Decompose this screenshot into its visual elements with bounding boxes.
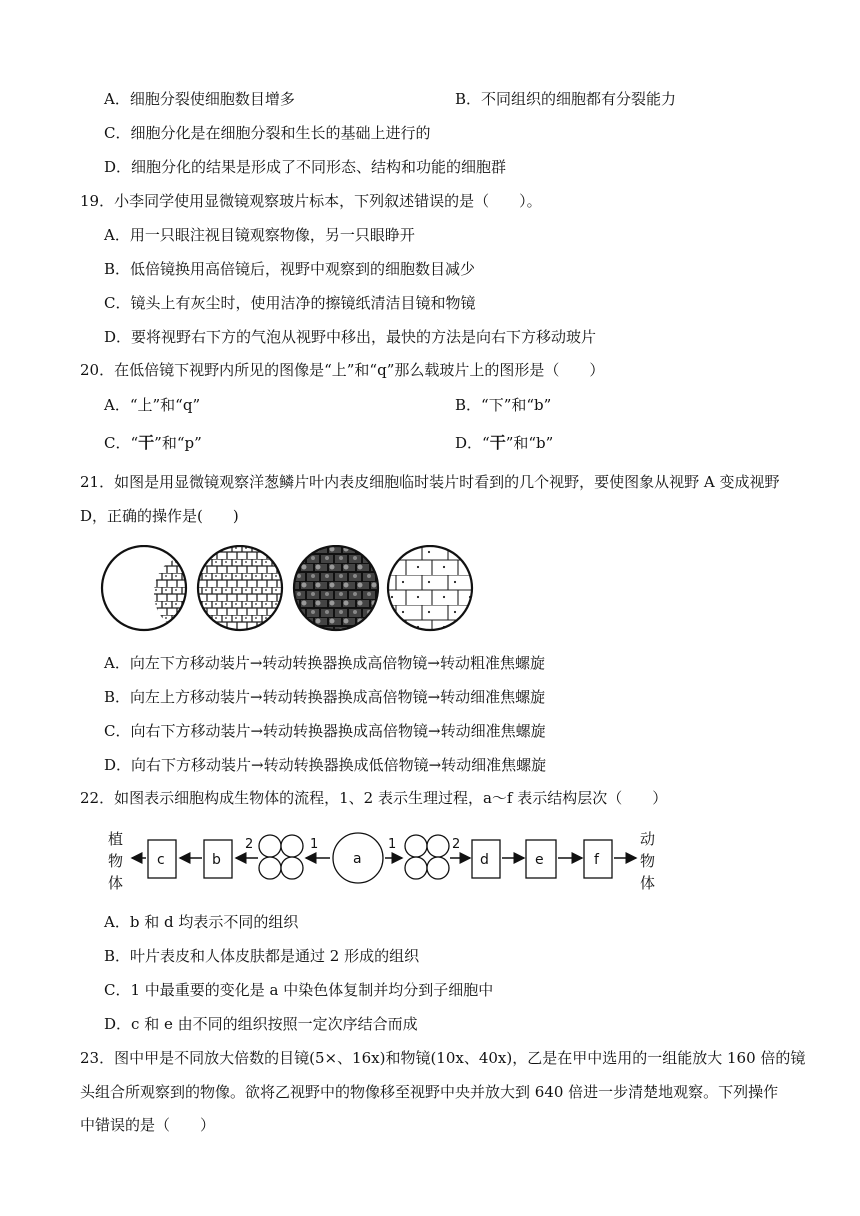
q21-option-d: D．向右下方移动装片→转动转换器换成低倍物镜→转动细准焦螺旋: [104, 756, 547, 774]
q19-option-a: A．用一只眼注视目镜观察物像，另一只眼睁开: [104, 226, 415, 244]
q20-option-d-prefix: D．“: [455, 434, 490, 452]
q23-stem-line2: 头组合所观察到的物像。欲将乙视野中的物像移至视野中央并放大到 640 倍进一步清楚地观察。下列操作: [80, 1083, 779, 1101]
q21-option-b: B．向左上方移动装片→转动转换器换成高倍物镜→转动细准焦螺旋: [104, 688, 546, 706]
q19-stem: 19．小李同学使用显微镜观察玻片标本，下列叙述错误的是（ ）。: [80, 192, 542, 210]
box-e-label: e: [535, 852, 544, 868]
field-a: [100, 545, 206, 635]
process-label-left-2: 2: [245, 837, 254, 852]
process-label-right-1: 1: [388, 837, 397, 852]
q22-option-c: C．1 中最重要的变化是 a 中染色体复制并均分到子细胞中: [104, 981, 494, 999]
q20-option-d: [455, 433, 553, 453]
cell-flow-diagram: [100, 826, 670, 900]
q20-option-d-glyph: 干: [489, 433, 506, 452]
q18-option-d: D．细胞分化的结果是形成了不同形态、结构和功能的细胞群: [104, 158, 507, 176]
box-f-label: f: [594, 852, 599, 868]
animal-label-1: 动: [640, 830, 656, 848]
animal-label-2: 物: [640, 852, 656, 870]
q19-option-b: B．低倍镜换用高倍镜后，视野中观察到的细胞数目减少: [104, 260, 476, 278]
q21-option-a: A．向左下方移动装片→转动转换器换成高倍物镜→转动粗准焦螺旋: [104, 654, 545, 672]
q20-option-b: B．“下”和“b”: [455, 396, 552, 414]
q21-stem-line2: D，正确的操作是( ): [80, 507, 239, 525]
q21-option-c: C．向右下方移动装片→转动转换器换成高倍物镜→转动细准焦螺旋: [104, 722, 546, 740]
animal-label-3: 体: [640, 874, 656, 892]
q23-stem-line3: 中错误的是（ ）: [80, 1116, 216, 1134]
q22-option-d: D．c 和 e 由不同的组织按照一定次序结合而成: [104, 1015, 418, 1033]
q18-option-a: A．细胞分裂使细胞数目增多: [104, 90, 295, 108]
microscope-fields-figure: [100, 545, 480, 635]
q19-option-c: C．镜头上有灰尘时，使用洁净的擦镜纸清洁目镜和物镜: [104, 294, 476, 312]
plant-label-3: 体: [108, 874, 124, 892]
box-b-label: b: [212, 852, 221, 868]
q20-option-c: [104, 433, 202, 453]
q20-option-c-suffix: ”和“p”: [154, 434, 202, 452]
q22-option-a: A．b 和 d 均表示不同的组织: [104, 913, 299, 931]
q18-option-b: B．不同组织的细胞都有分裂能力: [455, 90, 677, 108]
q22-option-b: B．叶片表皮和人体皮肤都是通过 2 形成的组织: [104, 947, 420, 965]
q22-stem: 22．如图表示细胞构成生物体的流程，1、2 表示生理过程，a～f 表示结构层次（ ）: [80, 789, 668, 807]
q20-option-c-glyph: 干: [138, 433, 155, 452]
q20-option-c-prefix: C．“: [104, 434, 139, 452]
box-d-label: d: [480, 852, 489, 868]
q19-option-d: D．要将视野右下方的气泡从视野中移出，最快的方法是向右下方移动玻片: [104, 328, 597, 346]
q20-option-d-suffix: ”和“b”: [505, 434, 554, 452]
q18-option-c: C．细胞分化是在细胞分裂和生长的基础上进行的: [104, 124, 431, 142]
q21-stem-line1: 21．如图是用显微镜观察洋葱鳞片叶内表皮细胞临时装片时看到的几个视野，要使图象从视野 A 变成视野: [80, 473, 780, 491]
plant-label-1: 植: [108, 830, 124, 848]
cell-a-label: a: [353, 851, 362, 867]
process-label-right-2: 2: [452, 837, 461, 852]
box-c-label: c: [157, 852, 165, 868]
plant-label-2: 物: [108, 852, 124, 870]
q20-stem: 20．在低倍镜下视野内所见的图像是“上”和“q”那么载玻片上的图形是（ ）: [80, 361, 605, 379]
process-label-left-1: 1: [310, 837, 319, 852]
q20-option-a: A．“上”和“q”: [104, 396, 201, 414]
q23-stem-line1: 23．图中甲是不同放大倍数的目镜(5×、16x)和物镜(10x、40x)，乙是在甲中选用的一组能放大 160 倍的镜: [80, 1049, 806, 1067]
